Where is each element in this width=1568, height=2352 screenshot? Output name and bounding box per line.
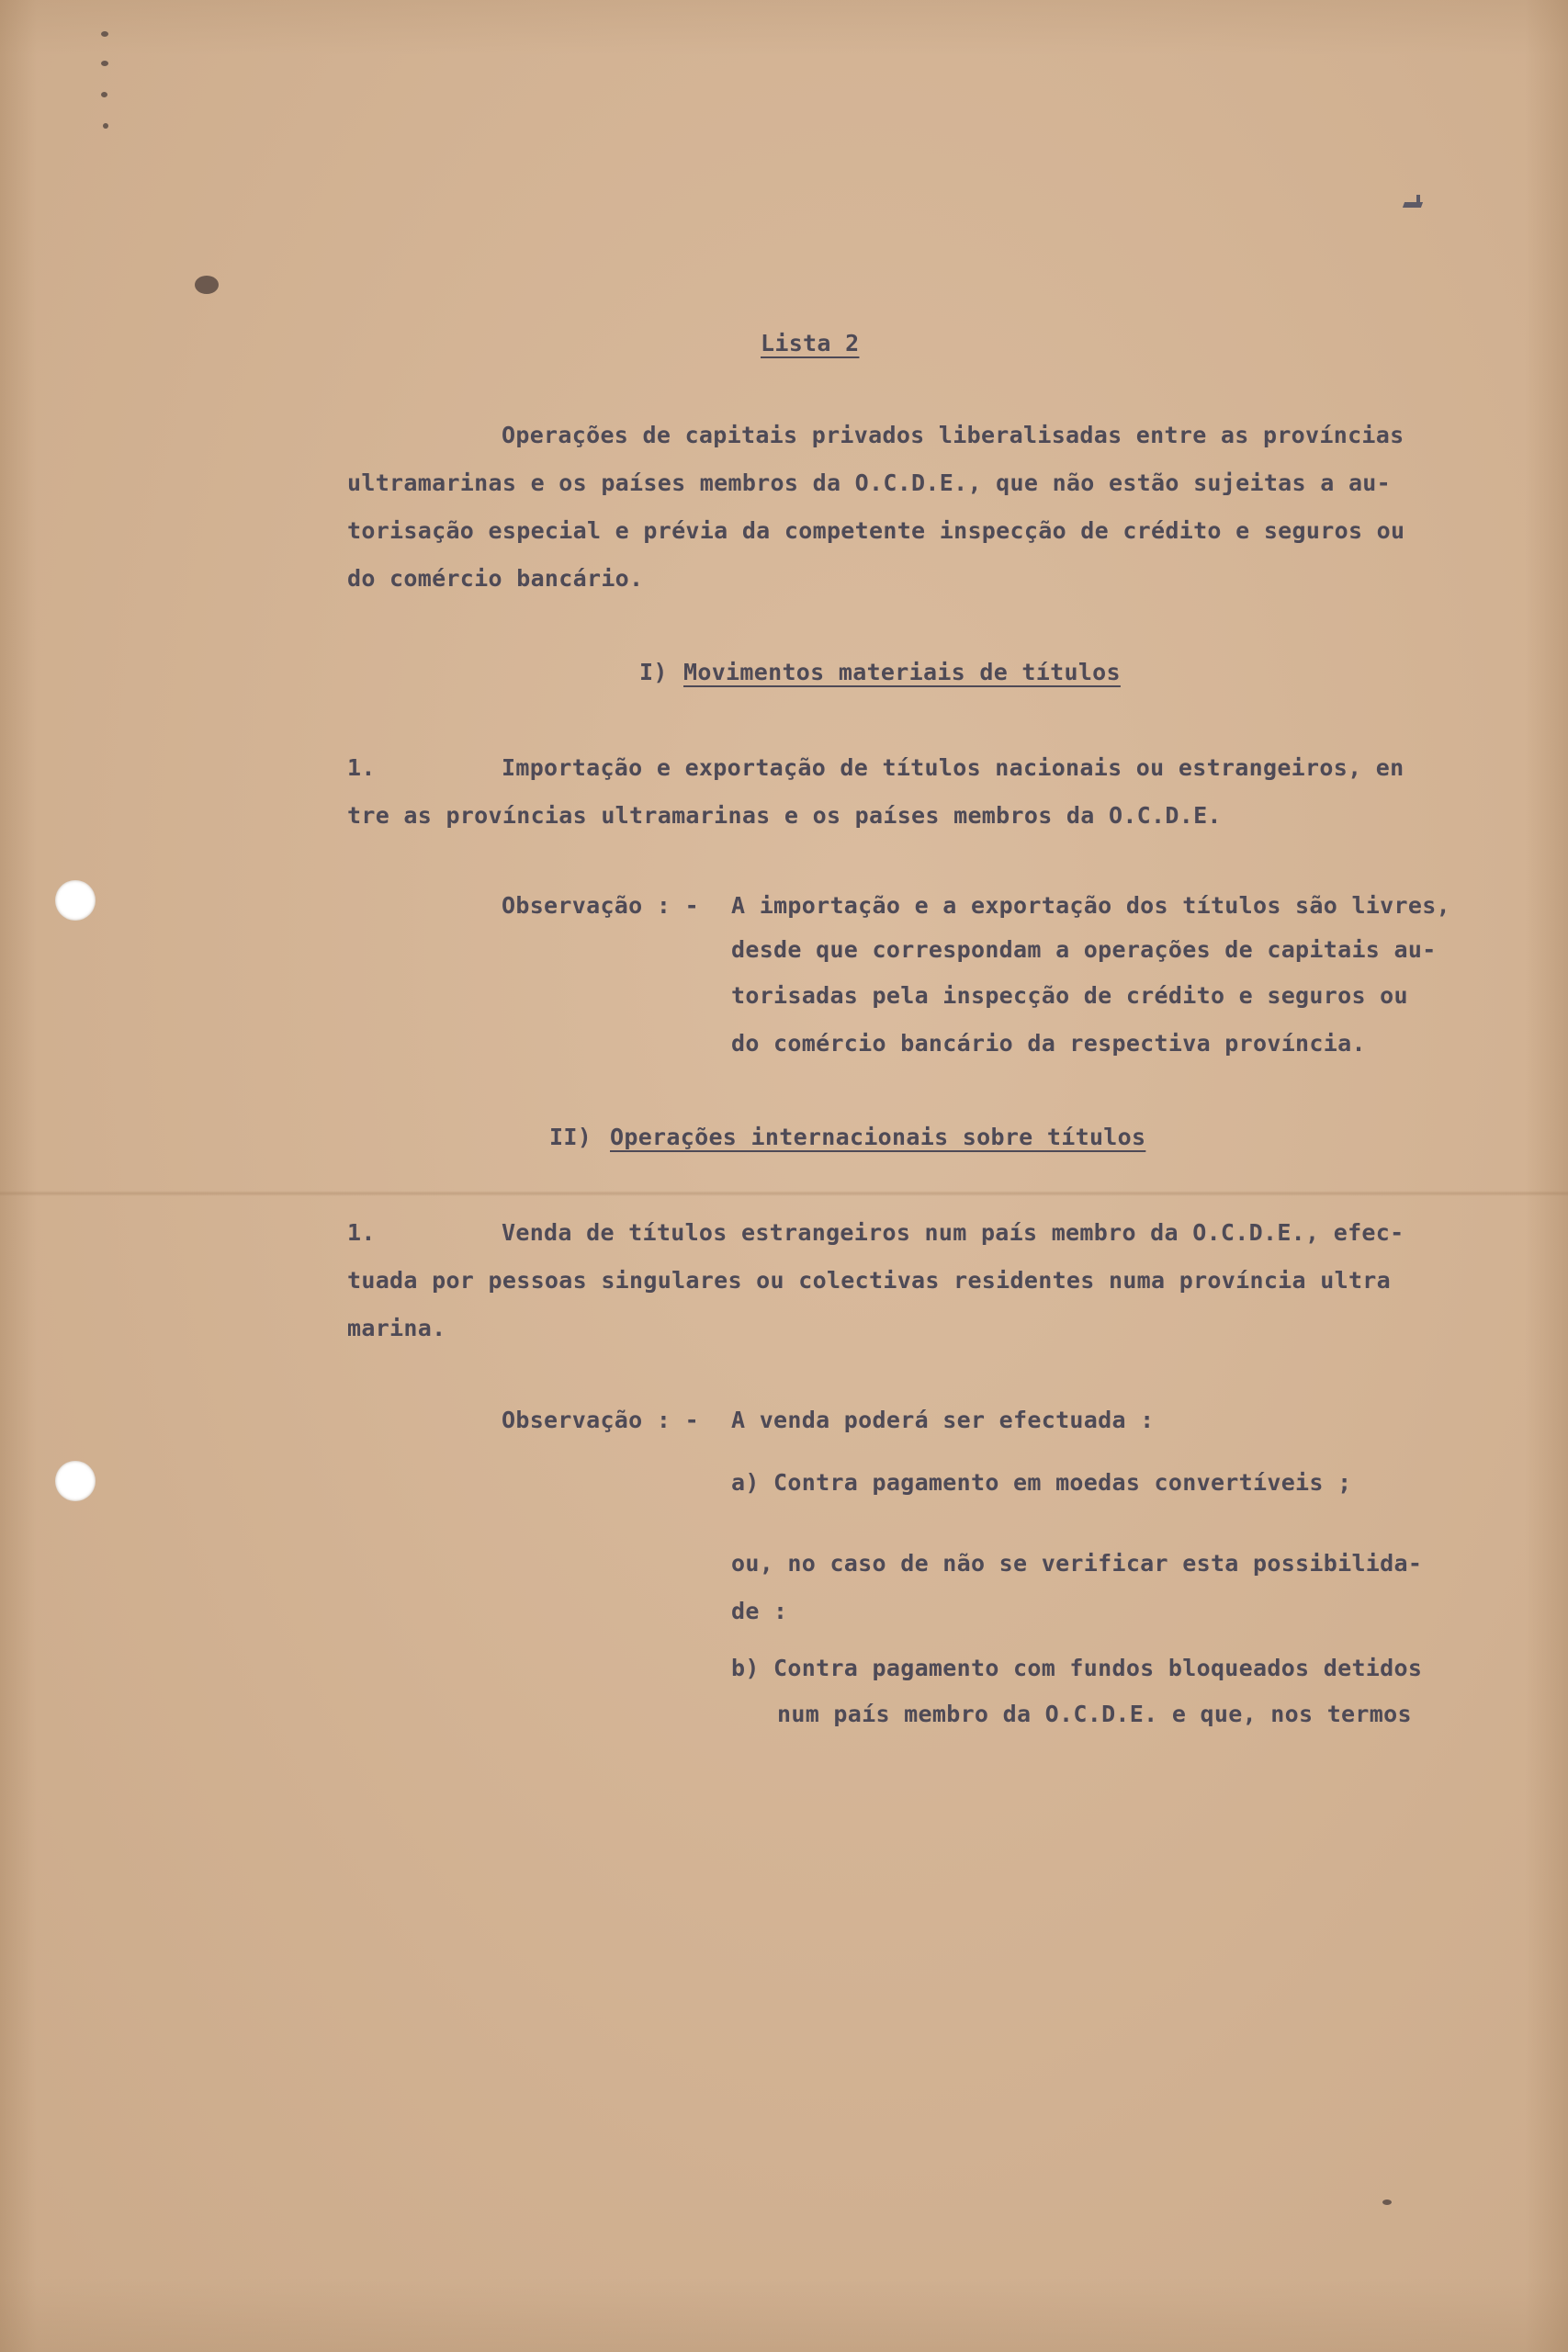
punch-hole-top [55, 880, 96, 921]
page-corner-mark [1416, 195, 1420, 208]
section-1-observation-line: desde que correspondam a operações de capitais au- [731, 936, 1437, 963]
staple-mark [101, 31, 108, 37]
section-1-item-number: 1. [347, 754, 376, 781]
section-1-numeral: I) [639, 659, 668, 685]
section-2-option-b: num país membro da O.C.D.E. e que, nos termos [777, 1701, 1412, 1727]
section-1-heading: Movimentos materiais de títulos [683, 659, 1121, 685]
punch-hole-bottom [55, 1461, 96, 1501]
section-1-observation-line: torisadas pela inspecção de crédito e seguros ou [731, 982, 1408, 1009]
section-2-or-line: ou, no caso de não se verificar esta possibilida- [731, 1550, 1423, 1577]
section-1-item-line: tre as províncias ultramarinas e os países membros da O.C.D.E. [347, 802, 1222, 829]
section-2-or-line: de : [731, 1598, 788, 1624]
intro-line: do comércio bancário. [347, 565, 644, 592]
staple-mark [101, 92, 107, 97]
section-1-observation-label: Observação : - [502, 892, 699, 919]
section-2-numeral: II) [549, 1124, 592, 1150]
intro-line: Operações de capitais privados liberalisadas entre as províncias [502, 422, 1404, 448]
ink-speck [1382, 2199, 1392, 2205]
paper-fold [0, 1191, 1568, 1196]
staple-mark [103, 123, 108, 129]
section-2-item-line: tuada por pessoas singulares ou colectivas residentes numa província ultra [347, 1267, 1391, 1294]
section-1-observation-line: A importação e a exportação dos títulos são livres, [731, 892, 1450, 919]
section-2-observation-first: A venda poderá ser efectuada : [731, 1407, 1155, 1433]
intro-line: torisação especial e prévia da competente inspecção de crédito e seguros ou [347, 517, 1405, 544]
section-2-item-line: Venda de títulos estrangeiros num país membro da O.C.D.E., efec- [502, 1219, 1404, 1246]
section-2-heading: Operações internacionais sobre títulos [610, 1124, 1146, 1150]
section-2-item-line: marina. [347, 1315, 446, 1341]
document-title: Lista 2 [761, 330, 860, 356]
section-1-item-line: Importação e exportação de títulos nacionais ou estrangeiros, en [502, 754, 1404, 781]
section-2-option-b: b) Contra pagamento com fundos bloqueados detidos [731, 1655, 1423, 1681]
section-2-item-number: 1. [347, 1219, 376, 1246]
section-1-observation-line: do comércio bancário da respectiva província. [731, 1030, 1366, 1057]
ink-stain [195, 276, 219, 294]
section-2-observation-label: Observação : - [502, 1407, 699, 1433]
intro-line: ultramarinas e os países membros da O.C.D.E., que não estão sujeitas a au- [347, 469, 1391, 496]
section-2-option-a: a) Contra pagamento em moedas convertíveis ; [731, 1469, 1352, 1496]
staple-mark [101, 61, 108, 66]
